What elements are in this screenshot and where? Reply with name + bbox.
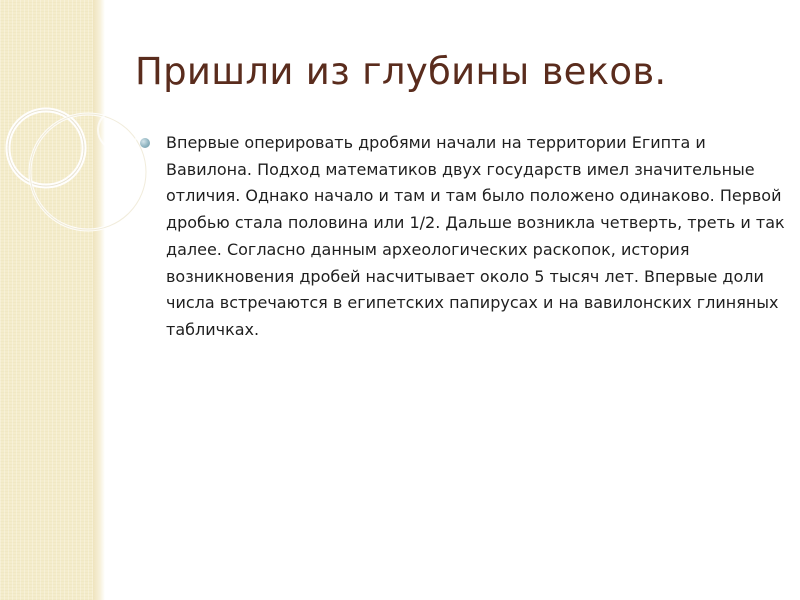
slide-body bbox=[140, 130, 790, 344]
slide-title: Пришли из глубины веков. bbox=[135, 50, 667, 93]
bullet-text: Впервые оперировать дробями начали на территории Египта и Вавилона. Подход математиков двух государств имел значительные отличия. Однако начало и там и там было положено одинаково. Первой дробью стала половина или 1/2. Дальше возникла четверть, треть и так далее. Согласно данным археологических раскопок, история возникновения дробей насчитывает около 5 тысяч лет. Впервые доли числа встречаются в египетских папирусах и на вавилонских глиняных табличках. bbox=[166, 133, 785, 339]
decorative-side-panel bbox=[0, 0, 93, 600]
side-panel-edge bbox=[93, 0, 105, 600]
bullet-circle-icon bbox=[140, 138, 150, 148]
bullet-item bbox=[140, 130, 790, 344]
